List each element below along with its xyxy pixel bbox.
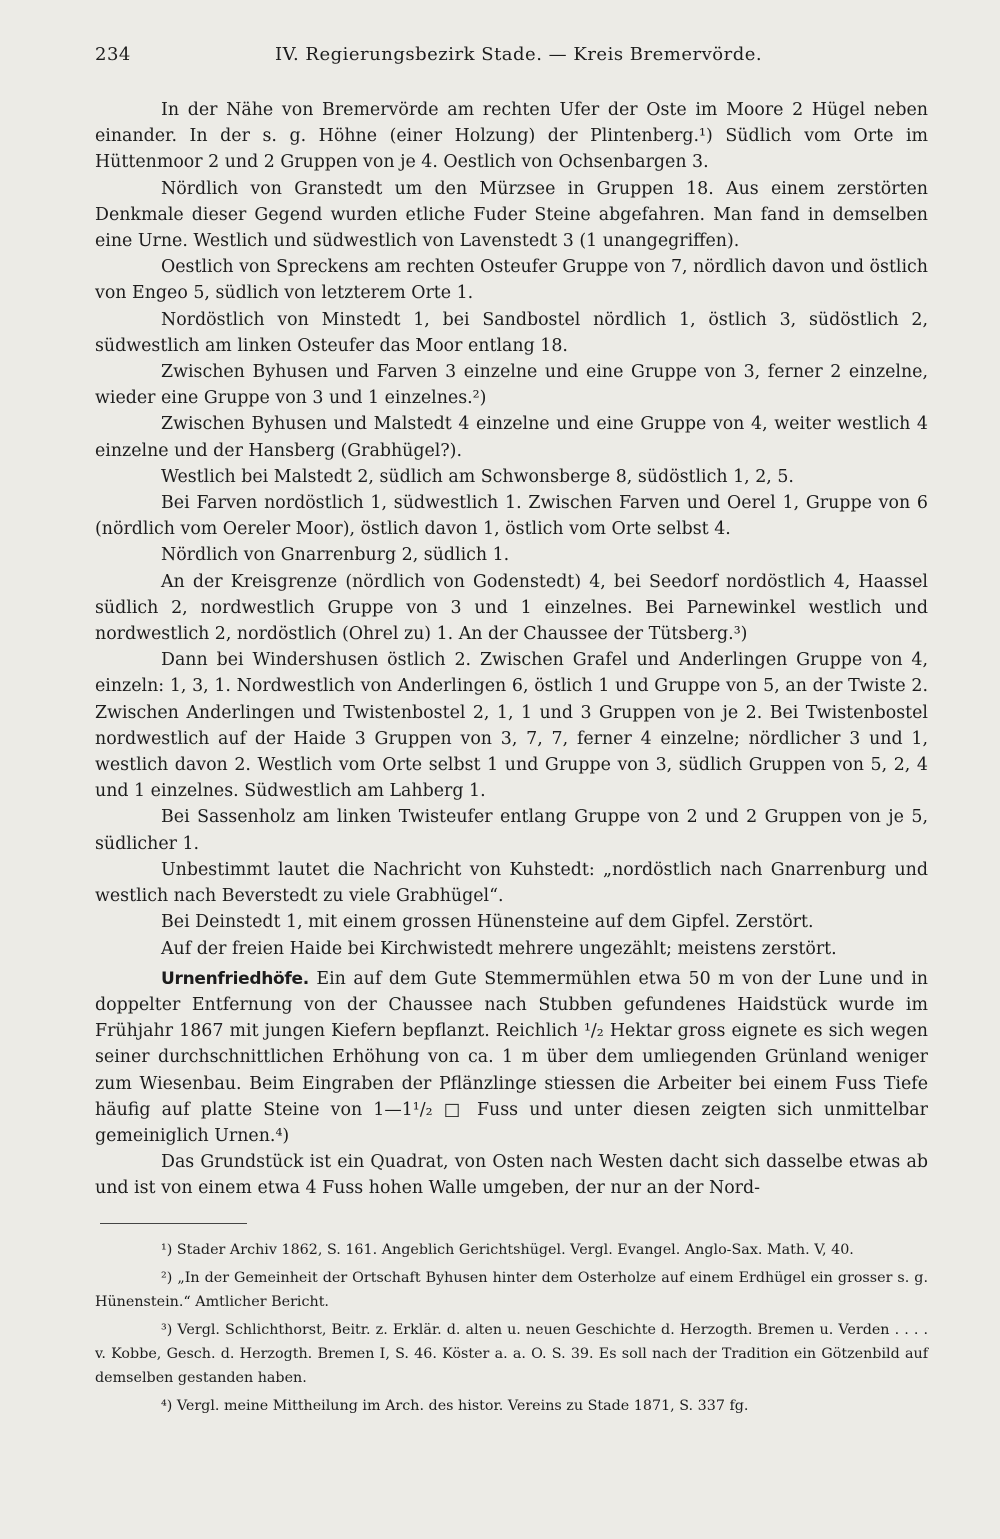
paragraph: Das Grundstück ist ein Quadrat, von Osten nach Westen dacht sich dasselbe etwas ab und ist von einem etwa 4 Fuss hohen Walle umgeben, der nur an der Nord- — [95, 1152, 928, 1199]
paragraph: Zwischen Byhusen und Malstedt 4 einzelne und eine Gruppe von 4, weiter westlich 4 einzelne und der Hansberg (Grabhügel?). — [95, 414, 928, 461]
section-text: Ein auf dem Gute Stemmermühlen etwa 50 m von der Lune und in doppelter Entfernung von der Chaussee nach Stubben gefundenes Haidstück wurde im Frühjahr 1867 mit jungen Kiefern bepflanzt. Reichlich ¹/₂ Hektar gross eignete es sich wegen seiner durchschnittlichen Erhöhung von ca. 1 m über dem umliegenden Grünland weniger zum Wiesenbau. Beim Eingraben der Pflänzlinge stiessen die Arbeiter bei einem Fuss Tiefe häufig auf platte Steine von 1—1¹/₂ □ Fuss und unter diesen zeigten sich unmittelbar gemeiniglich Urnen.⁴) — [95, 968, 928, 1146]
paragraph: Westlich bei Malstedt 2, südlich am Schwonsberge 8, südöstlich 1, 2, 5. — [161, 466, 794, 487]
footnote: ²) „In der Gemeinheit der Ortschaft Byhusen hinter dem Osterholze auf einem Erdhügel ein grosser s. g. Hünenstein.“ Amtlicher Bericht. — [95, 1270, 928, 1310]
paragraph: In der Nähe von Bremervörde am rechten Ufer der Oste im Moore 2 Hügel neben einander. In der s. g. Höhne (einer Holzung) der Plintenberg.¹) Südlich vom Orte im Hüttenmoor 2 und 2 Gruppen von je 4. Oestlich von Ochsenbargen 3. — [95, 100, 928, 173]
footnotes — [95, 1238, 928, 1422]
page-number: 234 — [95, 44, 131, 65]
paragraph: Dann bei Windershusen östlich 2. Zwischen Grafel und Anderlingen Gruppe von 4, einzeln: 1, 3, 1. Nordwestlich von Anderlingen 6, östlich 1 und Gruppe von 5, an der Twiste 2. Zwischen Anderlingen und Twistenbostel 2, 1, 1 und 3 Gruppen von je 2. Bei Twistenbostel nordwestlich auf der Haide 3 Gruppen von 3, 7, 7, ferner 4 einzelne; nördlicher 3 und 1, westlich davon 2. Westlich vom Orte selbst 1 und Gruppe von 3, südlich Gruppen von 5, 2, 4 und 1 einzelnes. Südwestlich am Lahberg 1. — [95, 650, 928, 802]
paragraph: Nördlich von Gnarrenburg 2, südlich 1. — [161, 545, 510, 566]
paragraph: Bei Farven nordöstlich 1, südwestlich 1. Zwischen Farven und Oerel 1, Gruppe von 6 (nördlich vom Oereler Moor), östlich davon 1, östlich vom Orte selbst 4. — [95, 493, 928, 540]
running-header — [95, 44, 925, 72]
section-paragraph — [95, 966, 928, 1149]
paragraph: Auf der freien Haide bei Kirchwistedt mehrere ungezählt; meistens zerstört. — [161, 938, 837, 959]
paragraph: An der Kreisgrenze (nördlich von Godenstedt) 4, bei Seedorf nordöstlich 4, Haassel südlich 2, nordwestlich Gruppe von 3 und 1 einzelnes. Bei Parnewinkel westlich und nordwestlich 2, nordöstlich (Ohrel zu) 1. An der Chaussee der Tütsberg.³) — [95, 571, 928, 645]
footnote: ¹) Stader Archiv 1862, S. 161. Angeblich Gerichtshügel. Vergl. Evangel. Anglo-Sax. Math. V, 40. — [161, 1242, 854, 1258]
paragraph: Bei Sassenholz am linken Twisteufer entlang Gruppe von 2 und 2 Gruppen von je 5, südlicher 1. — [95, 807, 928, 854]
paragraph: Nördlich von Granstedt um den Mürzsee in Gruppen 18. Aus einem zerstörten Denkmale dieser Gegend wurden etliche Fuder Steine abgefahren. Man fand in demselben eine Urne. Westlich und südwestlich von Lavenstedt 3 (1 unangegriffen). — [95, 178, 928, 252]
footnote: ⁴) Vergl. meine Mittheilung im Arch. des histor. Vereins zu Stade 1871, S. 337 fg. — [161, 1398, 749, 1414]
paragraph: Bei Deinstedt 1, mit einem grossen Hünensteine auf dem Gipfel. Zerstört. — [161, 912, 814, 933]
main-text — [95, 97, 928, 1202]
paragraph: Unbestimmt lautet die Nachricht von Kuhstedt: „nordöstlich nach Gnarrenburg und westlich nach Beverstedt zu viele Grabhügel“. — [95, 859, 928, 907]
paragraph: Oestlich von Spreckens am rechten Osteufer Gruppe von 7, nördlich davon und östlich von Engeo 5, südlich von letzterem Orte 1. — [95, 257, 928, 304]
footnote-rule — [100, 1223, 247, 1224]
paragraph: Zwischen Byhusen und Farven 3 einzelne und eine Gruppe von 3, ferner 2 einzelne, wieder eine Gruppe von 3 und 1 einzelnes.²) — [95, 362, 928, 409]
section-heading: Urnenfriedhöfe. — [161, 968, 309, 989]
running-title: IV. Regierungsbezirk Stade. — Kreis Bremervörde. — [275, 44, 763, 65]
paragraph: Nordöstlich von Minstedt 1, bei Sandbostel nördlich 1, östlich 3, südöstlich 2, südwestlich am linken Osteufer das Moor entlang 18. — [95, 309, 928, 356]
footnote: ³) Vergl. Schlichthorst, Beitr. z. Erklär. d. alten u. neuen Geschichte d. Herzogth. Bremen u. Verden . . . . v. Kobbe, Gesch. d. Herzogth. Bremen I, S. 46. Köster a. a. O. S. 39. Es soll nach der Tradition ein Götzenbild auf demselben gestanden haben. — [95, 1322, 928, 1386]
